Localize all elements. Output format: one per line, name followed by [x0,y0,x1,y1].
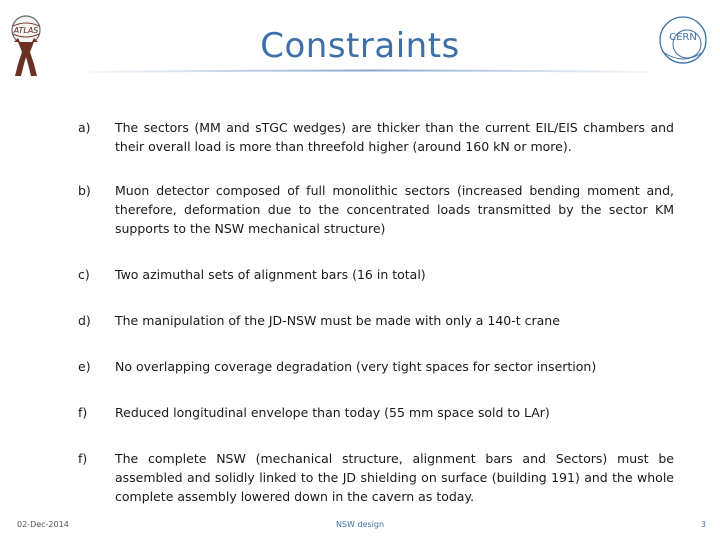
item-text: No overlapping coverage degradation (very tight spaces for sector insertion) [115,359,597,374]
cern-logo-text: CERN [669,32,697,43]
item-text: Reduced longitudinal envelope than today (55 mm space sold to LAr) [115,405,550,420]
item-label: f) [78,451,88,466]
list-item [78,118,674,156]
item-text: The manipulation of the JD-NSW must be made with only a 140-t crane [115,313,560,328]
title-underline [90,69,650,73]
list-item [78,181,674,238]
footer-title: NSW design [335,520,385,529]
footer-date: 02-Dec-2014 [17,520,69,529]
list-item [78,403,674,422]
list-item [78,311,674,330]
item-label: b) [78,183,91,198]
slide-title: Constraints [260,26,460,66]
item-label: c) [78,267,90,282]
item-text: The complete NSW (mechanical structure, alignment bars and Sectors) must be assembled and solidly linked to the JD shielding on surface (building 191) and the whole complete assembly lowered down in the cavern as today. [115,451,674,504]
item-text: Two azimuthal sets of alignment bars (16 in total) [115,267,426,282]
list-item [78,449,674,506]
item-text: Muon detector composed of full monolithic sectors (increased bending moment and, therefore, deformation due to the concentrated loads transmitted by the sector KM supports to the NSW mechanical structure) [115,183,674,236]
item-text: The sectors (MM and sTGC wedges) are thicker than the current EIL/EIS chambers and their overall load is more than threefold higher (around 160 kN or more). [115,120,674,154]
item-label: e) [78,359,91,374]
item-label: f) [78,405,88,420]
list-item [78,265,674,284]
page-number: 3 [700,520,706,529]
item-label: d) [78,313,91,328]
svg-text:ATLAS: ATLAS [13,26,39,35]
list-item [78,357,674,376]
item-label: a) [78,120,91,135]
